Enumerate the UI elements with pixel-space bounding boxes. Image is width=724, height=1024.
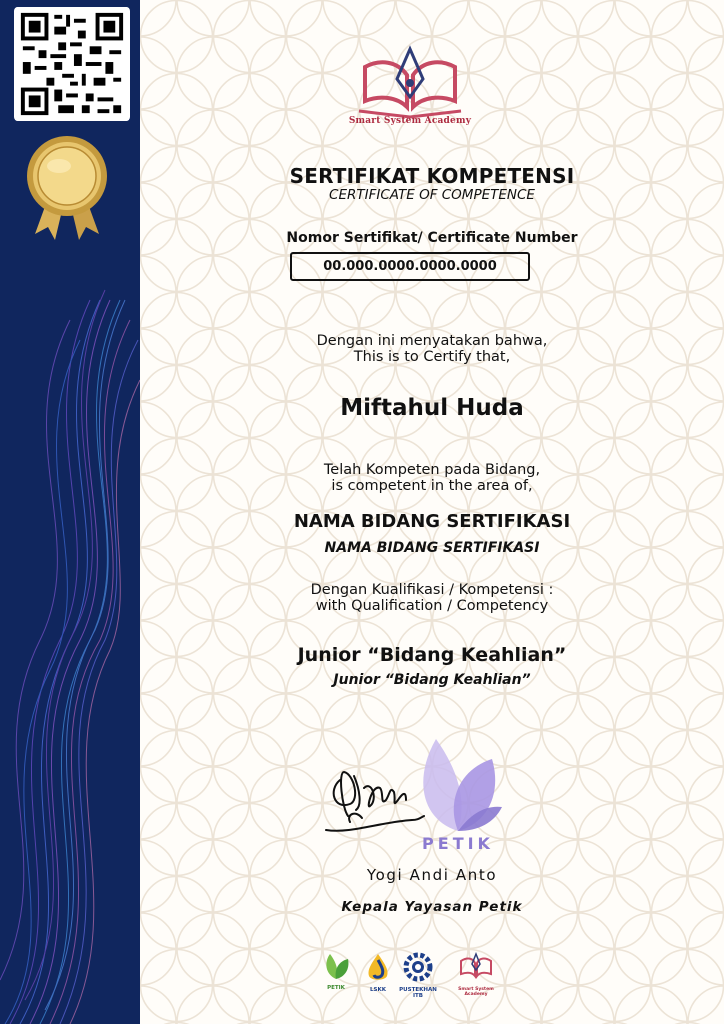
petik-leaf-icon [321, 952, 351, 980]
ssa-book-icon [458, 952, 494, 982]
academy-name: Smart System Academy [348, 116, 472, 126]
recipient-name: Miftahul Huda [340, 395, 524, 421]
partner-label: Smart System Academy [458, 987, 494, 997]
signature-image [320, 760, 430, 840]
partner-logo-lskk [360, 952, 396, 993]
field-name-en: NAMA BIDANG SERTIFIKASI [324, 540, 540, 556]
partner-label: LSKK [370, 987, 386, 993]
partner-logo-ssa [452, 952, 500, 997]
certificate-number-label: Nomor Sertifikat/ Certificate Number [286, 230, 578, 246]
signatory-name: Yogi Andi Anto [366, 866, 498, 884]
sidebar-panel [0, 0, 140, 1024]
statement-id: Dengan ini menyatakan bahwa, [316, 333, 548, 349]
partner-logo-petik [318, 952, 354, 991]
pustekhan-gear-icon [403, 952, 433, 982]
qr-code-icon [14, 7, 130, 121]
statement-en: This is to Certify that, [353, 349, 511, 365]
qualification-intro-en: with Qualification / Competency [315, 598, 549, 614]
qualification-intro-id: Dengan Kualifikasi / Kompetensi : [310, 582, 554, 598]
certificate-number: 00.000.0000.0000.0000 [290, 252, 530, 281]
signatory-role: Kepala Yayasan Petik [341, 899, 523, 915]
competence-intro-en: is competent in the area of, [331, 478, 533, 494]
partner-logo-pustekhan [396, 952, 440, 999]
petik-logo-text: PETIK [422, 834, 494, 853]
partner-label: PUSTEKHAN ITB [399, 987, 437, 999]
field-name-id: NAMA BIDANG SERTIFIKASI [293, 511, 571, 532]
certificate-subtitle: CERTIFICATE OF COMPETENCE [329, 187, 535, 203]
qualification-id: Junior “Bidang Keahlian” [297, 644, 567, 666]
lskk-drop-icon [365, 952, 391, 982]
certificate-title: SERTIFIKAT KOMPETENSI [289, 164, 575, 188]
qualification-en: Junior “Bidang Keahlian” [333, 672, 531, 688]
partner-label: PETIK [327, 985, 345, 991]
competence-intro-id: Telah Kompeten pada Bidang, [323, 462, 541, 478]
gold-medal-icon [21, 130, 113, 242]
